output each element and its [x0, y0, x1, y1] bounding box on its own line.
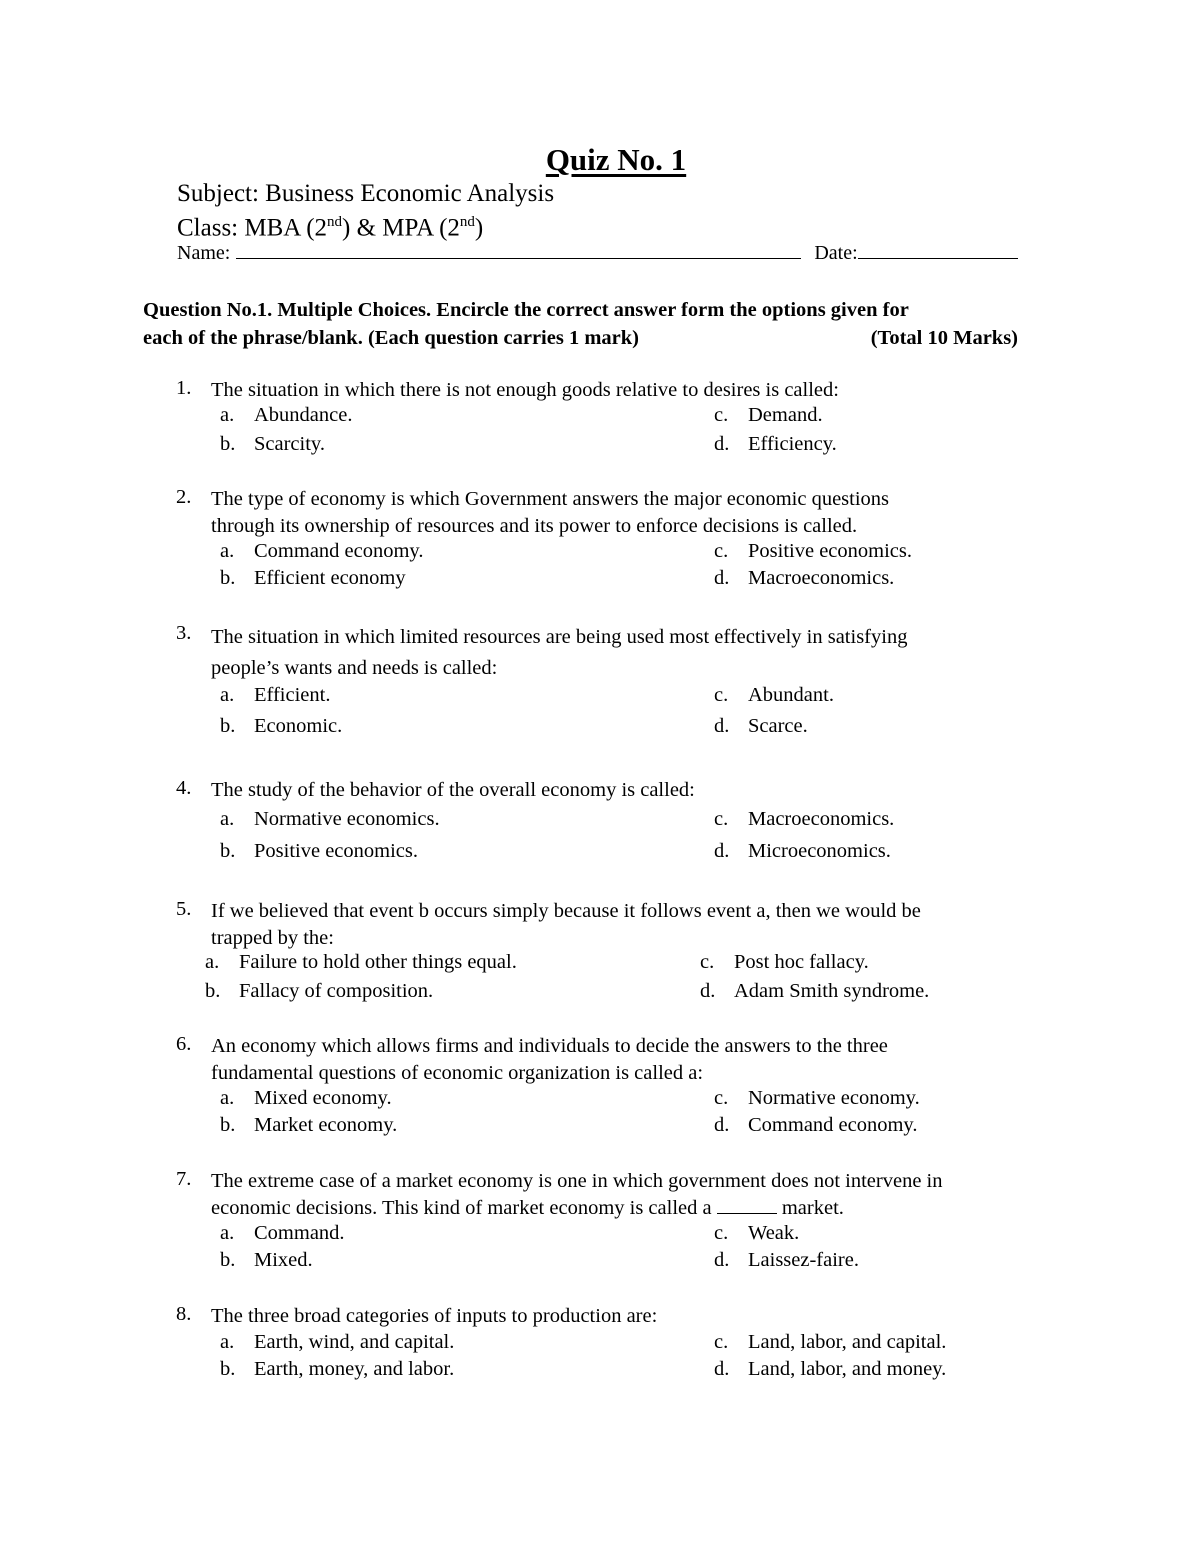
question-line: The situation in which there is not enough goods relative to desires is called: [211, 379, 839, 401]
option-text: Mixed. [254, 1249, 313, 1271]
question-line: trapped by the: [211, 927, 334, 949]
option-text: Command economy. [254, 540, 424, 562]
option-a[interactable]: a. Efficient. [220, 684, 331, 706]
class-line [177, 214, 483, 242]
option-a[interactable]: a. Earth, wind, and capital. [220, 1331, 455, 1353]
option-c[interactable]: c. Positive economics. [714, 540, 912, 562]
question-number: 2. [176, 486, 192, 508]
question-instructions [143, 296, 1023, 352]
option-a[interactable]: a. Command economy. [220, 540, 424, 562]
question-line: The type of economy is which Government answers the major economic questions [211, 488, 890, 510]
option-text: Normative economics. [254, 808, 440, 830]
option-c[interactable]: c. Normative economy. [714, 1087, 920, 1109]
option-d[interactable]: d. Microeconomics. [714, 840, 891, 862]
subject-line: Subject: Business Economic Analysis [177, 180, 555, 207]
option-c[interactable]: c. Abundant. [714, 684, 834, 706]
option-d[interactable]: d. Efficiency. [714, 433, 837, 455]
option-a[interactable]: a. Failure to hold other things equal. [205, 951, 517, 973]
total-marks: (Total 10 Marks) [870, 327, 1018, 349]
question-text [211, 1303, 1071, 1330]
question-line: fundamental questions of economic organization is called a: [211, 1062, 704, 1084]
option-text: Mixed economy. [254, 1087, 392, 1109]
option-b[interactable]: b. Efficient economy [220, 567, 406, 589]
option-text: Microeconomics. [748, 840, 891, 862]
page-title: Quiz No. 1 [545, 142, 687, 177]
option-text: Fallacy of composition. [239, 980, 434, 1002]
name-label: Name: [177, 242, 231, 264]
question-line: An economy which allows firms and individuals to decide the answers to the three [211, 1035, 888, 1057]
option-a[interactable]: a. Command. [220, 1222, 345, 1244]
question-text [211, 377, 1071, 404]
option-a[interactable]: a. Normative economics. [220, 808, 440, 830]
option-text: Abundance. [254, 404, 353, 426]
option-text: Efficient economy [254, 567, 406, 589]
class-sup-2: nd [459, 214, 475, 230]
option-text: Command. [254, 1222, 345, 1244]
class-sup-1: nd [327, 214, 343, 230]
option-text: Positive economics. [254, 840, 418, 862]
option-c[interactable]: c. Macroeconomics. [714, 808, 895, 830]
question-line: The extreme case of a market economy is one in which government does not intervene in [211, 1170, 943, 1192]
option-c[interactable]: c. Weak. [714, 1222, 800, 1244]
question-number: 8. [176, 1303, 192, 1325]
option-c[interactable]: c. Land, labor, and capital. [714, 1331, 947, 1353]
question-number: 6. [176, 1033, 192, 1055]
option-d[interactable]: d. Scarce. [714, 715, 808, 737]
question-line: The study of the behavior of the overall economy is called: [211, 779, 695, 801]
option-text: Laissez-faire. [748, 1249, 859, 1271]
option-d[interactable]: d. Laissez-faire. [714, 1249, 859, 1271]
question-number: 1. [176, 377, 192, 399]
class-suffix: ) [474, 214, 484, 242]
option-d[interactable]: d. Land, labor, and money. [714, 1358, 947, 1380]
question-text [211, 486, 1071, 540]
option-b[interactable]: b. Earth, money, and labor. [220, 1358, 455, 1380]
question-line: The three broad categories of inputs to production are: [211, 1305, 658, 1327]
question-line: If we believed that event b occurs simply because it follows event a, then we would be [211, 900, 921, 922]
question-text [211, 777, 1071, 804]
question-number: 3. [176, 622, 192, 644]
question-text [211, 622, 1071, 684]
question-text [211, 1168, 1071, 1222]
date-label: Date: [814, 242, 858, 264]
option-b[interactable]: b. Positive economics. [220, 840, 418, 862]
class-prefix: Class: MBA (2 [177, 214, 328, 242]
name-blank[interactable] [236, 240, 801, 259]
option-a[interactable]: a. Mixed economy. [220, 1087, 392, 1109]
instructions-line-1: Question No.1. Multiple Choices. Encircle the correct answer form the options given for [143, 299, 909, 321]
question-number: 7. [176, 1168, 192, 1190]
option-text: Earth, money, and labor. [254, 1358, 455, 1380]
option-b[interactable]: b. Mixed. [220, 1249, 313, 1271]
question-number: 4. [176, 777, 192, 799]
option-text: Market economy. [254, 1114, 398, 1136]
option-b[interactable]: b. Scarcity. [220, 433, 325, 455]
question-line-part: market. [781, 1197, 844, 1219]
question-line: people’s wants and needs is called: [211, 657, 498, 679]
option-d[interactable]: d. Adam Smith syndrome. [700, 980, 930, 1002]
option-text: Macroeconomics. [748, 808, 895, 830]
option-d[interactable]: d. Command economy. [714, 1114, 918, 1136]
option-text: Normative economy. [748, 1087, 920, 1109]
option-a[interactable]: a. Abundance. [220, 404, 353, 426]
option-text: Earth, wind, and capital. [254, 1331, 455, 1353]
question-number: 5. [176, 898, 192, 920]
option-b[interactable]: b. Economic. [220, 715, 343, 737]
option-text: Failure to hold other things equal. [239, 951, 517, 973]
option-text: Post hoc fallacy. [734, 951, 869, 973]
option-text: Adam Smith syndrome. [734, 980, 930, 1002]
option-d[interactable]: d. Macroeconomics. [714, 567, 895, 589]
instructions-line-2: each of the phrase/blank. (Each question carries 1 mark) [143, 327, 639, 349]
question-text [211, 898, 1071, 952]
option-b[interactable]: b. Market economy. [220, 1114, 398, 1136]
question-line-part: economic decisions. This kind of market economy is called a [211, 1197, 712, 1219]
class-mid: ) & MPA (2 [342, 214, 460, 242]
option-text: Land, labor, and money. [748, 1358, 947, 1380]
option-text: Macroeconomics. [748, 567, 895, 589]
option-text: Economic. [254, 715, 343, 737]
question-line: through its ownership of resources and its power to enforce decisions is called. [211, 515, 858, 537]
option-text: Weak. [748, 1222, 800, 1244]
option-text: Scarcity. [254, 433, 325, 455]
question-line: The situation in which limited resources are being used most effectively in satisfying [211, 626, 908, 648]
option-text: Positive economics. [748, 540, 912, 562]
option-text: Command economy. [748, 1114, 918, 1136]
option-text: Demand. [748, 404, 823, 426]
option-text: Efficiency. [748, 433, 837, 455]
name-date-line [177, 240, 1018, 265]
question-line [211, 1195, 1071, 1222]
option-text: Abundant. [748, 684, 834, 706]
date-blank[interactable] [858, 240, 1018, 259]
option-c[interactable]: c. Demand. [714, 404, 823, 426]
option-text: Efficient. [254, 684, 331, 706]
option-text: Scarce. [748, 715, 808, 737]
option-b[interactable]: b. Fallacy of composition. [205, 980, 434, 1002]
option-c[interactable]: c. Post hoc fallacy. [700, 951, 869, 973]
question-text [211, 1033, 1071, 1087]
answer-blank[interactable] [717, 1197, 777, 1214]
option-text: Land, labor, and capital. [748, 1331, 947, 1353]
